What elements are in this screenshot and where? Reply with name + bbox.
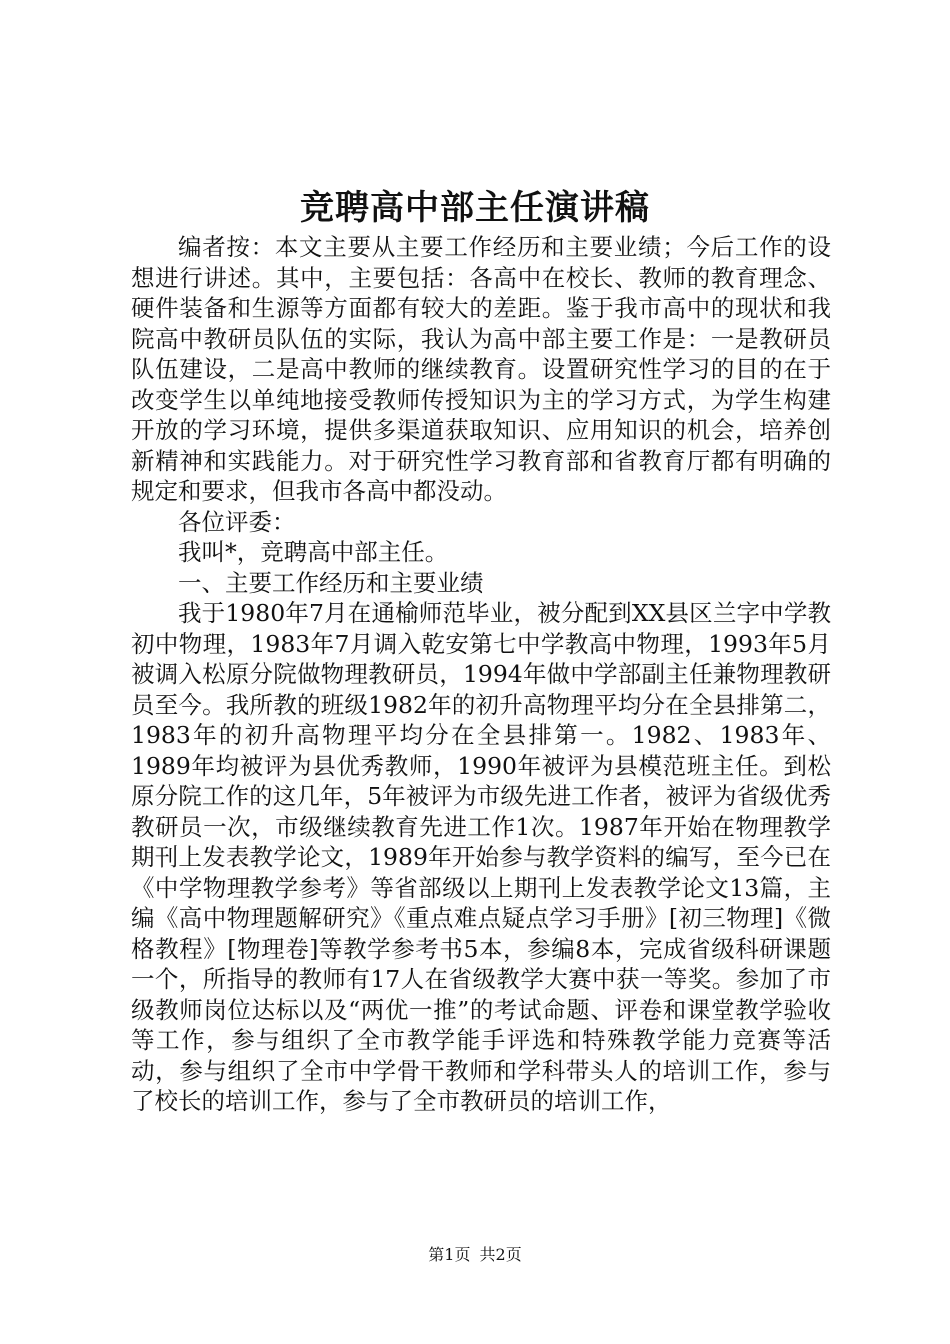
salutation-paragraph: 各位评委： <box>178 507 296 536</box>
section-heading: 一、主要工作经历和主要业绩 <box>178 568 484 597</box>
document-body <box>131 232 831 1117</box>
page-footer <box>0 1244 950 1266</box>
page-total: 共2页 <box>479 1245 522 1264</box>
editor-note-paragraph: 编者按：本文主要从主要工作经历和主要业绩；今后工作的设想进行讲述。其中，主要包括：各高中在校长、教师的教育理念、硬件装备和生源等方面都有较大的差距。鉴于我市高中的现状和我院高中教研员队伍的实际，我认为高中部主要工作是：一是教研员队伍建设，二是高中教师的继续教育。设置研究性学习的目的在于改变学生以单纯地接受教师传授知识为主的学习方式，为学生构建开放的学习环境，提供多渠道获取知识、应用知识的机会，培养创新精神和实践能力。对于研究性学习教育部和省教育厅都有明确的规定和要求，但我市各高中都没动。 <box>131 233 831 505</box>
self-intro-paragraph: 我叫*，竞聘高中部主任。 <box>178 538 449 566</box>
page-number: 第1页 <box>428 1245 471 1264</box>
experience-paragraph: 我于1980年7月在通榆师范毕业，被分配到XX县区兰字中学教初中物理，1983年7月调入乾安第七中学教高中物理，1993年5月被调入松原分院做物理教研员，1994年做中学部副主任兼物理教研员至今。我所教的班级1982年的初升高物理平均分在全县排第二，1983年的初升高物理平均分在全县排第一。1982、1983年、1989年均被评为县优秀教师，1990年被评为县模范班主任。到松原分院工作的这几年，5年被评为市级先进工作者，被评为省级优秀教研员一次，市级继续教育先进工作1次。1987年开始在物理教学期刊上发表教学论文，1989年开始参与教学资料的编写，至今已在《中学物理教学参考》等省部级以上期刊上发表教学论文13篇，主编《高中物理题解研究》《重点难点疑点学习手册》[初三物理]《微格教程》[物理卷]等教学参考书5本，参编8本，完成省级科研课题一个，所指导的教师有17人在省级教学大赛中获一等奖。参加了市级教师岗位达标以及“两优一推”的考试命题、评卷和课堂教学验收等工作，参与组织了全市教学能手评选和特殊教学能力竞赛等活动，参与组织了全市中学骨干教师和学科带头人的培训工作，参与了校长的培训工作，参与了全市教研员的培训工作， <box>131 599 831 1115</box>
document-title: 竞聘高中部主任演讲稿 <box>300 188 650 228</box>
